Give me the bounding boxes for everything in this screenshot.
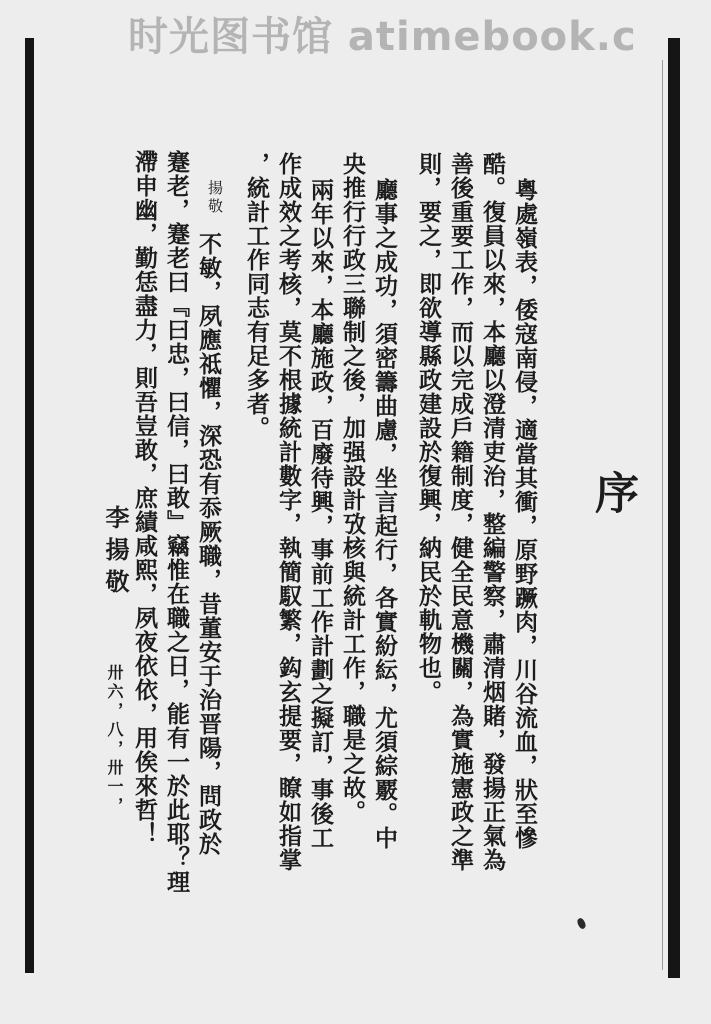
left-border xyxy=(25,38,34,973)
text-column: 作成效之考核，莫不根據統計數字，執簡馭繁，鈎玄提要，瞭如指掌 xyxy=(275,152,302,872)
text-column: 則，要之，即欲導縣政建設於復興，納民於軌物也。 xyxy=(415,152,442,704)
closing-prefix: 揚敬 xyxy=(206,180,224,216)
text-column: 善後重要工作，而以完成戶籍制度，健全民意機關，為實施憲政之準 xyxy=(447,152,474,872)
preface-title: 序 xyxy=(587,470,638,514)
text-column: 央推行行政三聯制之後，加强設計攷核與統計工作，職是之故。 xyxy=(339,152,366,824)
ink-speck xyxy=(576,917,588,930)
closing-column: 滯申幽，勤恁盡力，則吾豈敢，庶績咸熙，夙夜依依，用俟來哲！ xyxy=(131,150,158,846)
author-signature: 李揚敬 xyxy=(101,505,130,601)
text-column: 廳事之成功，須密籌曲慮，坐言起行，各實紛紜，尤須綜覈。中 xyxy=(371,178,398,850)
right-border xyxy=(668,38,680,978)
signature-date: 卅六，八，卅一， xyxy=(105,664,124,816)
text-column: 粵處嶺表，倭寇南侵，適當其衝，原野蹶肉，川谷流血，狀至慘 xyxy=(511,178,538,850)
text-column: 酷。復員以來，本廳以澄清吏治，整編警察，肅清烟賭，發揚正氣為 xyxy=(479,152,506,872)
closing-column: 不敏，夙應祗懼，深恐有忝厥職，昔董安于治晋陽，問政於 xyxy=(195,232,222,856)
right-border-thin xyxy=(662,60,663,970)
closing-column: 蹇老，蹇老曰『曰忠，曰信，曰敢』竊惟在職之日，能有一於此耶？理 xyxy=(163,150,190,894)
text-column: 兩年以來，本廳施政，百廢待興，事前工作計劃之擬訂，事後工 xyxy=(307,178,334,850)
watermark: 时光图书馆 atimebook.c xyxy=(128,14,637,60)
text-column: ，統計工作同志有足多者。 xyxy=(243,152,270,440)
